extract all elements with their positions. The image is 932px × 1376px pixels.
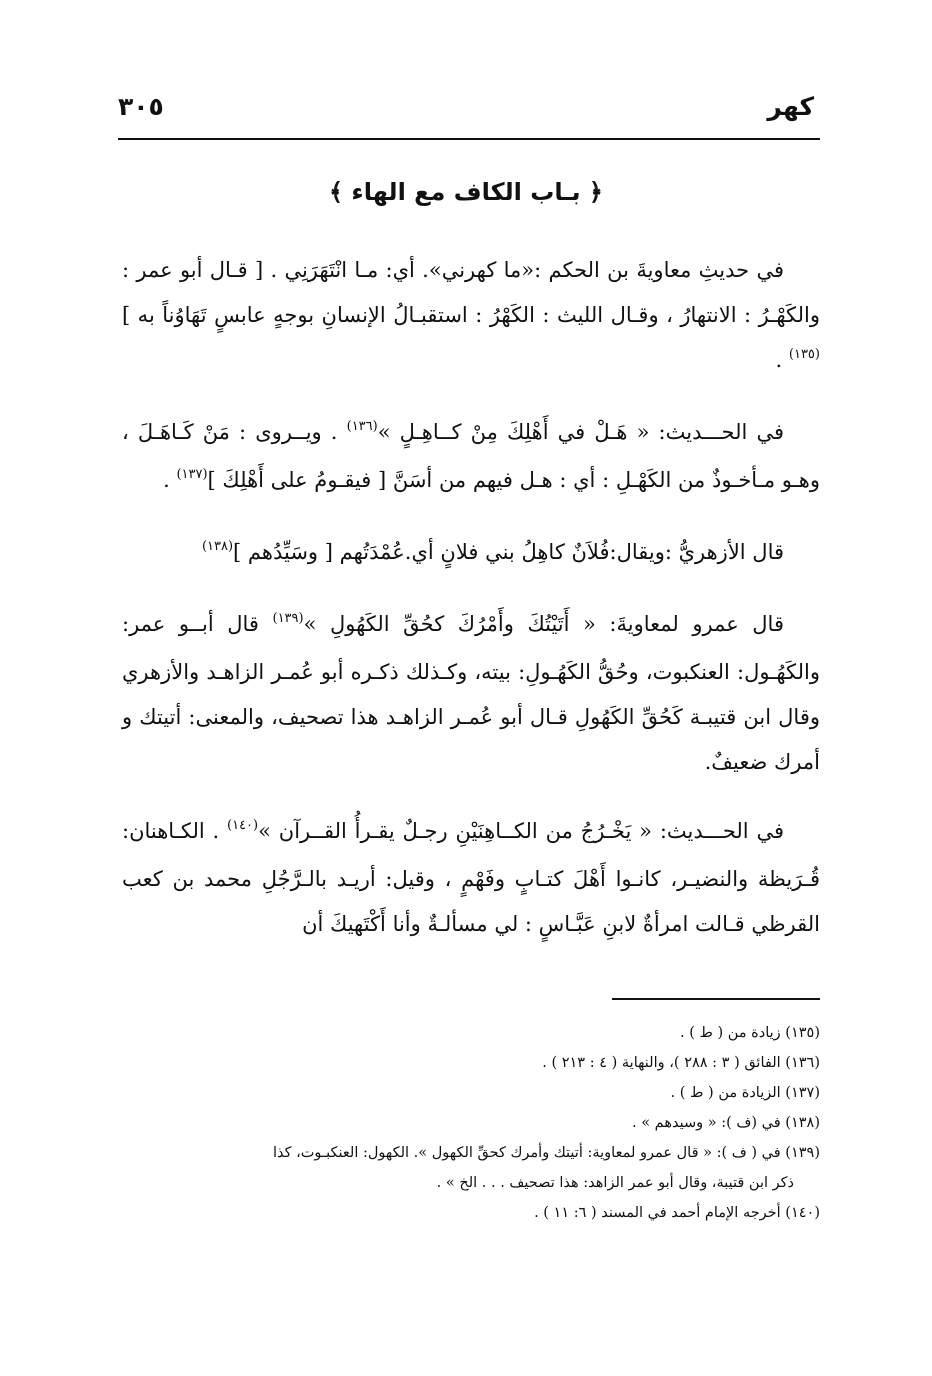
paragraph-text: قال الأزهريُّ :ويقال:فُلاَنٌ كاهِلُ بني فلانٍ أي.عُمْدَتُهم [ وسَيِّدُهم ] (233, 540, 784, 564)
paragraph-tail: . (775, 348, 789, 372)
paragraph-text: في الحـــديث: « هَـلْ في أَهْلِكَ مِنْ كــاهِـلٍ » (377, 420, 785, 444)
paragraph-tail: . ويــروى : مَنْ كَـاهَـلَ ، وهـو مـأخـوذٌ من الكَهْـلِ : أي : هـل فيهم من أسَنَّ [ فيقـومُ على أَهْلِكَ ] (122, 420, 820, 492)
footnote-rule (612, 998, 820, 1000)
paragraph (122, 248, 820, 386)
footnotes (120, 1018, 820, 1228)
paragraph (122, 602, 820, 785)
header-rule (118, 138, 820, 140)
footnote-ref: (١٤٠) (227, 818, 259, 833)
paragraph (122, 530, 820, 578)
paragraph-text: في حديثِ معاويةَ بن الحكم :«ما كهرني». أي: مـا انْتَهَرَنِي . [ قـال أبو عمر : والكَهْـرُ : الانتهارُ ، وقـال الليث : الكَهْرُ : استقبـالُ الإنسانِ بوجهٍ عابسٍ تَهَاوُناً به ] (122, 258, 820, 327)
footnote-text: (١٣٩) في ( ف ): « قال عمرو لمعاوية: أتيتك وأمرك كحقِّ الكهول ». الكهول: العنكبـوت، كذا (272, 1145, 820, 1161)
footnote-ref: (١٣٧) (176, 467, 208, 482)
page-number: ٣٠٥ (118, 91, 164, 121)
main-text (122, 248, 820, 971)
footnote-continuation: ذكر ابن قتيبة، وقال أبو عمر الزاهد: هذا تصحيف . . . الخ » . (436, 1175, 794, 1191)
paragraph-text: قال عمرو لمعاويةَ: « أَتَيْتُكَ وأَمْرُكَ كحُقِّ الكَهُولِ » (303, 612, 784, 636)
footnote: (١٣٦) الفائق ( ٣ : ٢٨٨ )، والنهاية ( ٤ : ٢١٣ ) . (542, 1055, 820, 1071)
paragraph (122, 809, 820, 947)
footnote: (١٣٧) الزيادة من ( ط ) . (670, 1085, 820, 1101)
footnote: (١٤٠) أخرجه الإمام أحمد في المسند ( ٦: ١١ ) . (534, 1205, 820, 1221)
paragraph-tail: قال أبــو عمر: والكَهُـول: العنكبوت، وحُقُّ الكَهُـولِ: بيته، وكـذلك ذكـره أبو عُمـر الزاهـد والأزهري وقال ابن قتيبـة كَحُقِّ الكَهُولِ قـال أبو عُمـر الزاهـد هذا تصحيف، والمعنى: أتيتك و أمرك ضعيفٌ. (122, 612, 820, 774)
footnote (120, 1138, 820, 1198)
paragraph-tail: . الكـاهنان: قُـرَيظة والنضيـر، كانـوا أَهْلَ كتـابٍ وفَهْمٍ ، وقيل: أريـد بالـرَّجُلِ محمد بن كعب القرظي قـالت امرأةٌ لابنِ عَبَّـاسٍ : لي مسألـةٌ وأنا أَكْتَهيكَ أن (122, 819, 820, 936)
footnote-ref: (١٣٩) (272, 611, 304, 626)
footnote: (١٣٨) في (ف ): « وسيدهم » . (631, 1115, 820, 1131)
paragraph-tail: . (163, 468, 177, 492)
footnote-ref: (١٣٨) (201, 539, 234, 554)
paragraph-text: في الحـــديث: « يَخْـرُجُ من الكــاهِنَيْنِ رجـلٌ يقـرأُ القــرآن » (258, 819, 785, 843)
chapter-title: ﴿ بـاب الكاف مع الهاء ﴾ (329, 178, 603, 206)
paragraph (122, 410, 820, 506)
footnote-ref: (١٣٥) (788, 347, 820, 362)
footnote: (١٣٥) زيادة من ( ط ) . (679, 1025, 820, 1041)
running-head (118, 86, 814, 126)
root-word-heading: كهر (767, 91, 814, 121)
footnote-ref: (١٣٦) (346, 419, 378, 434)
